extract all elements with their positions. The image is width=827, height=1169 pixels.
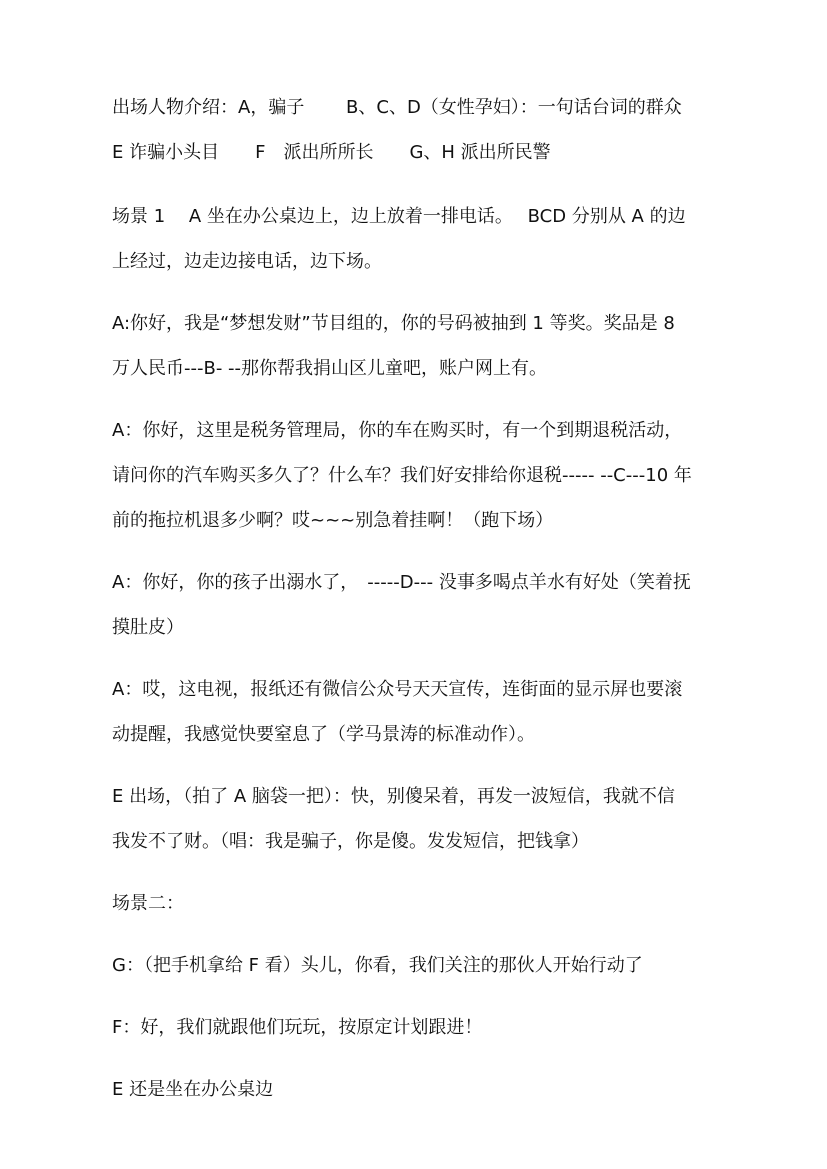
dialogue-a-prize-2: 万人民币---B- --那你帮我捐山区儿童吧，账户网上有。 (112, 358, 548, 379)
stage-direction-e: E 还是坐在办公桌边 (112, 1079, 274, 1100)
dialogue-a-prize-1: A:你好，我是“梦想发财”节目组的，你的号码被抽到 1 等奖。奖品是 8 (112, 313, 675, 334)
dialogue-g: G：（把手机拿给 F 看）头儿，你看，我们关注的那伙人开始行动了 (112, 955, 643, 976)
scene-1-description-2: 上经过，边走边接电话，边下场。 (112, 251, 382, 272)
dialogue-a-child-1: A：你好，你的孩子出溺水了， -----D--- 没事多喝点羊水有好处（笑着抚 (112, 572, 691, 593)
scene-2-heading: 场景二： (112, 893, 184, 914)
dialogue-a-tax-3: 前的拖拉机退多少啊？哎~~~别急着挂啊！（跑下场） (112, 510, 554, 531)
dialogue-a-tax-2: 请问你的汽车购买多久了？什么车？我们好安排给你退税----- --C---10 年 (112, 465, 692, 486)
dialogue-a-child-2: 摸肚皮） (112, 617, 184, 638)
dialogue-a-tax-1: A：你好，这里是税务管理局，你的车在购买时，有一个到期退税活动， (112, 420, 683, 441)
cast-intro-line-1: 出场人物介绍：A，骗子 B、C、D（女性孕妇）：一句话台词的群众 (112, 97, 682, 118)
dialogue-e-enter-2: 我发不了财。（唱：我是骗子，你是傻。发发短信，把钱拿） (112, 831, 589, 852)
dialogue-e-enter-1: E 出场，（拍了 A 脑袋一把）：快，别傻呆着，再发一波短信，我就不信 (112, 786, 675, 807)
cast-intro-line-2: E 诈骗小头目 F 派出所所长 G、H 派出所民警 (112, 142, 551, 163)
dialogue-a-media-1: A：哎，这电视，报纸还有微信公众号天天宣传，连街面的显示屏也要滚 (112, 679, 683, 700)
scene-1-description-1: 场景 1 A 坐在办公桌边上，边上放着一排电话。 BCD 分别从 A 的边 (112, 206, 686, 227)
dialogue-f: F：好，我们就跟他们玩玩，按原定计划跟进！ (112, 1017, 483, 1038)
dialogue-a-media-2: 动提醒，我感觉快要窒息了（学马景涛的标准动作）。 (112, 724, 535, 745)
